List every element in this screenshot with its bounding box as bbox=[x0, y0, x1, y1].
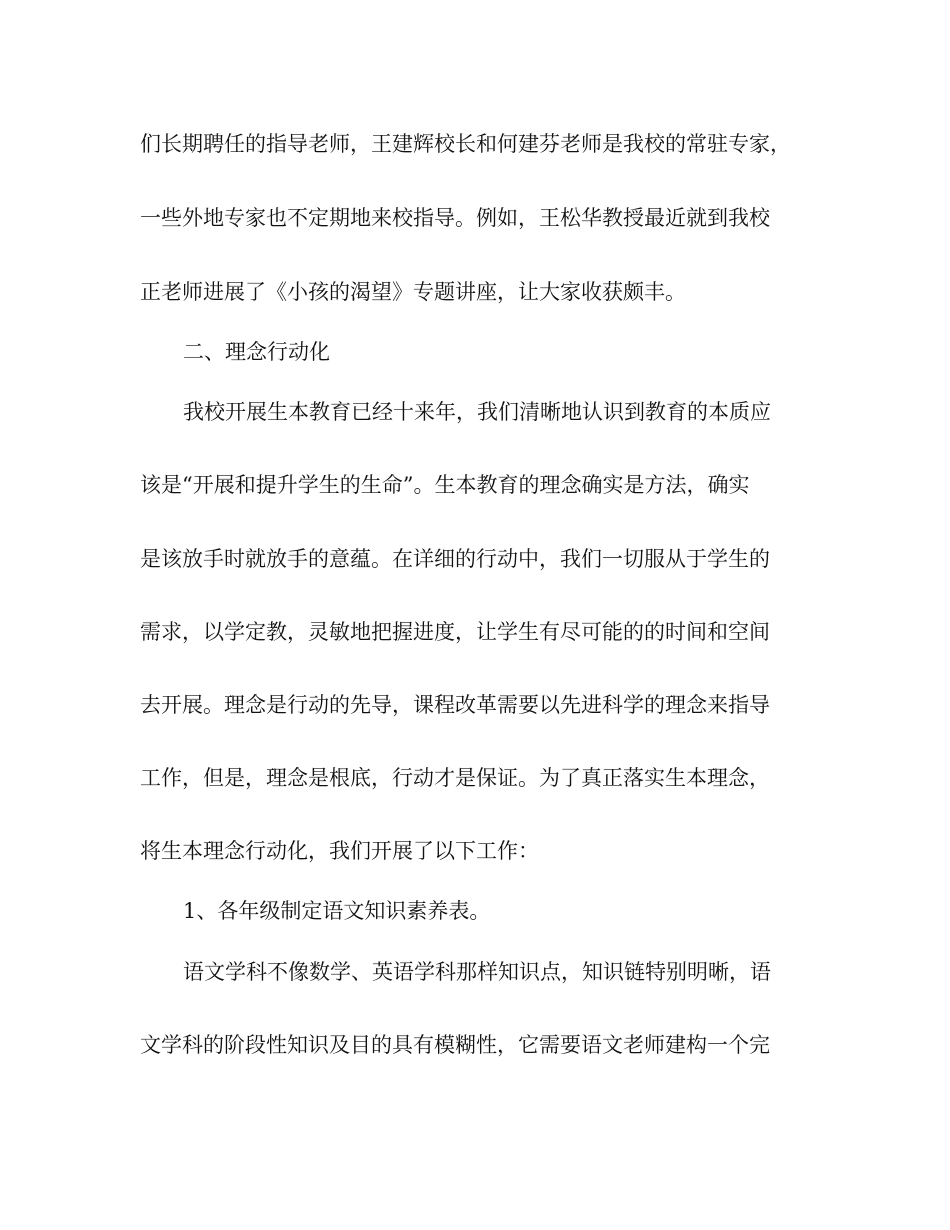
text-line: 正老师进展了《小孩的渴望》专题讲座，让大家收获颇丰。 bbox=[140, 280, 686, 304]
text-line: 该是“开展和提升学生的生命”。生本教育的理念确实是方法，确实 bbox=[140, 473, 750, 497]
text-line: 文学科的阶段性知识及目的具有模糊性，它需要语文老师建构一个完 bbox=[140, 1033, 770, 1057]
section-heading: 二、理念行动化 bbox=[183, 340, 330, 364]
text-line: 语文学科不像数学、英语学科那样知识点，知识链特别明晰，语 bbox=[183, 960, 771, 984]
text-line: 们长期聘任的指导老师，王建辉校长和何建芬老师是我校的常驻专家， bbox=[140, 132, 791, 156]
text-line: 去开展。理念是行动的先导，课程改革需要以先进科学的理念来指导 bbox=[140, 693, 770, 717]
text-line: 工作，但是，理念是根底，行动才是保证。为了真正落实生本理念， bbox=[140, 766, 770, 790]
text-line: 我校开展生本教育已经十来年，我们清晰地认识到教育的本质应 bbox=[183, 400, 771, 424]
text-line: 是该放手时就放手的意蕴。在详细的行动中，我们一切服从于学生的 bbox=[140, 547, 770, 571]
text-line: 将生本理念行动化，我们开展了以下工作： bbox=[140, 839, 539, 863]
text-line: 一些外地专家也不定期地来校指导。例如，王松华教授最近就到我校 bbox=[140, 206, 770, 230]
text-line: 需求，以学定教，灵敏地把握进度，让学生有尽可能的的时间和空间 bbox=[140, 620, 770, 644]
list-item-heading: 1、各年级制定语文知识素养表。 bbox=[183, 899, 491, 923]
